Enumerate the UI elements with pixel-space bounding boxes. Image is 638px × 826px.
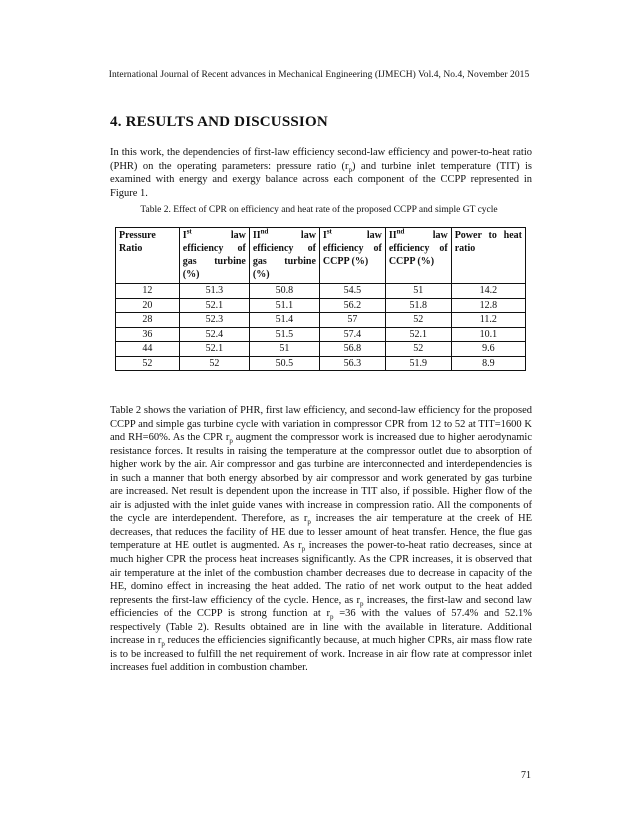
table-cell: 10.1 xyxy=(451,327,525,342)
table-cell: 56.3 xyxy=(319,356,385,371)
section-title: 4. RESULTS AND DISCUSSION xyxy=(110,114,328,130)
discussion-text: augment the compressor work is increased due to higher aerodynamic resistance forces. It results in raising the temperature at the compressor outlet due to absorption of higher work by the air. Air compressor and gas turbine are interconnected and interdependencies is in such a manner that both energy absorbed by air compressor and work generated by gas turbine are increased. Net result is dependent upon the increase in TIT also, if possible. Higher flow of the air is adjusted with the inlet guide vanes with increase in compression ratio. All the components of the cycle are interdependent. Therefore, as r xyxy=(110,432,532,525)
page-number: 71 xyxy=(521,770,531,781)
table-cell: 20 xyxy=(116,298,180,313)
table-cell: 50.8 xyxy=(249,284,319,299)
table-caption: Table 2. Effect of CPR on efficiency and heat rate of the proposed CCPP and simple GT cycle xyxy=(140,205,498,215)
discussion-text: =36 with the values of 57.4% and 52.1% respectively (Table 2). Results obtained are in line with the available in literature. Additional increase in r xyxy=(110,608,532,647)
table-cell: 12.8 xyxy=(451,298,525,313)
table-cell: 51.4 xyxy=(249,313,319,328)
header-first-law-gas-turbine: Ist law efficiency of gas turbine (%) xyxy=(179,228,249,284)
table-row xyxy=(116,342,526,357)
table-cell: 51 xyxy=(249,342,319,357)
discussion-text: Table 2 shows the variation of PHR, first law efficiency, and second-law efficiency for the proposed CCPP and simple gas turbine cycle with variation in compressor CPR from 12 to 52 at TIT=1600 K and RH=60%. As the CPR r xyxy=(110,405,532,444)
table-cell: 52 xyxy=(385,313,451,328)
table-cell: 52.1 xyxy=(385,327,451,342)
table-row xyxy=(116,327,526,342)
subscript-p: p xyxy=(161,640,165,649)
table-cell: 57 xyxy=(319,313,385,328)
table-cell: 52.3 xyxy=(179,313,249,328)
running-header: International Journal of Recent advances in Mechanical Engineering (IJMECH) Vol.4, No.4, November 2015 xyxy=(108,70,530,80)
table-cell: 57.4 xyxy=(319,327,385,342)
header-pressure-ratio: Pressure Ratio xyxy=(116,228,180,284)
table-cell: 54.5 xyxy=(319,284,385,299)
table-cell: 51 xyxy=(385,284,451,299)
table-row xyxy=(116,298,526,313)
table-cell: 11.2 xyxy=(451,313,525,328)
table-cell: 8.9 xyxy=(451,356,525,371)
table-cell: 51.1 xyxy=(249,298,319,313)
table-cell: 52 xyxy=(179,356,249,371)
discussion-text: increases the power-to-heat ratio decreases, since at much higher CPR the process heat increases significantly. As the CPR increases, it is observed that air temperature at the inlet of the combustion chamber decreases due to decrease in capacity of the HE, domino effect in increasing the heat added. The ratio of net work output to the heat added represents the first-law efficiency of the cycle. Hence, as r xyxy=(110,540,532,606)
table-cell: 51.5 xyxy=(249,327,319,342)
table-cell: 28 xyxy=(116,313,180,328)
subscript-p: p xyxy=(229,437,233,446)
discussion-text: increases the air temperature at the creek of HE decreases, that reduces the facility of HE due to lesser amount of heat transfer. Hence, the flue gas temperature at HE outlet is augmented. As r xyxy=(110,513,532,552)
table-cell: 51.8 xyxy=(385,298,451,313)
table-cell: 56.2 xyxy=(319,298,385,313)
table-cell: 44 xyxy=(116,342,180,357)
table-cell: 14.2 xyxy=(451,284,525,299)
table-cell: 52.4 xyxy=(179,327,249,342)
header-second-law-ccpp: IInd law efficiency of CCPP (%) xyxy=(385,228,451,284)
subscript-p: p xyxy=(330,613,334,622)
subscript-p: p xyxy=(348,165,352,174)
table-cell: 52 xyxy=(385,342,451,357)
table-cell: 36 xyxy=(116,327,180,342)
header-second-law-gas-turbine: IInd law efficiency of gas turbine (%) xyxy=(249,228,319,284)
subscript-p: p xyxy=(360,599,364,608)
results-table xyxy=(115,227,526,371)
table-cell: 50.5 xyxy=(249,356,319,371)
table-cell: 51.3 xyxy=(179,284,249,299)
discussion-text: reduces the efficiencies significantly because, at much higher CPRs, air mass flow rate is to be increased to fulfill the net requirement of work. Increase in air flow rate at compressor inlet increases fuel addition in combustion chamber. xyxy=(110,635,532,674)
table-cell: 52.1 xyxy=(179,342,249,357)
table-cell: 52 xyxy=(116,356,180,371)
intro-text: ) and turbine inlet temperature (TIT) is examined with energy and exergy balance across each component of the CCPP represented in Figure 1. xyxy=(110,160,532,200)
table-cell: 52.1 xyxy=(179,298,249,313)
header-power-to-heat-ratio: Power to heat ratio xyxy=(451,228,525,284)
discussion-text: increases, the first-law and second law efficiencies of the CCPP is strong function at r xyxy=(110,594,532,620)
table-header-row xyxy=(116,228,526,284)
intro-paragraph xyxy=(110,146,532,201)
subscript-p: p xyxy=(307,518,311,527)
table-cell: 51.9 xyxy=(385,356,451,371)
table-row xyxy=(116,284,526,299)
header-first-law-ccpp: Ist law efficiency of CCPP (%) xyxy=(319,228,385,284)
discussion-paragraph xyxy=(110,404,532,675)
table-row xyxy=(116,313,526,328)
table-row xyxy=(116,356,526,371)
table-cell: 9.6 xyxy=(451,342,525,357)
table-cell: 56.8 xyxy=(319,342,385,357)
table-cell: 12 xyxy=(116,284,180,299)
subscript-p: p xyxy=(301,545,306,554)
intro-text: In this work, the dependencies of first-law efficiency second-law efficiency and power-to-heat ratio (PHR) on the operating parameters: pressure ratio (r xyxy=(110,147,532,172)
